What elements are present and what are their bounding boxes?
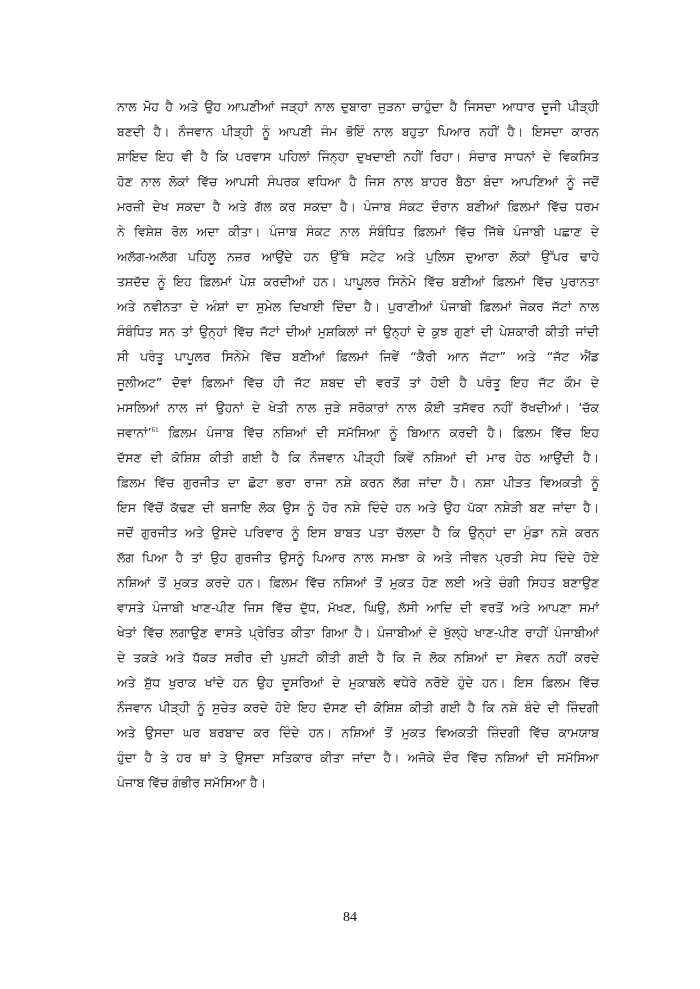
text-line: ਦੇ ਤਕੜੇ ਅਤੇ ਧੱਕੜ ਸਰੀਰ ਦੀ ਪੁਸ਼ਟੀ ਕੀਤੀ ਗਈ ਹੈ ਕਿ ਜੋ ਲੋਕ ਨਸ਼ਿਆਂ ਦਾ ਸੇਵਨ ਨਹੀਂ ਕਰਦੇ xyxy=(117,650,599,666)
text-line: ਬਣਦੀ ਹੈ। ਨੌਜਵਾਨ ਪੀੜ੍ਹੀ ਨੂੰ ਆਪਣੀ ਜੰਮ ਭੋਇੰ ਨਾਲ ਬਹੁਤਾ ਪਿਆਰ ਨਹੀਂ ਹੈ। ਇਸਦਾ ਕਾਰਨ xyxy=(117,124,599,140)
text-line: ਅਤੇ ਨਵੀਨਤਾ ਦੇ ਅੰਸ਼ਾਂ ਦਾ ਸੁਮੇਲ ਦਿਖਾਈ ਦਿੰਦਾ ਹੈ। ਪੁਰਾਣੀਆਂ ਪੰਜਾਬੀ ਫ਼ਿਲਮਾਂ ਜੇਕਰ ਜੱਟਾਂ ਨਾਲ xyxy=(117,299,599,315)
text-line: ਇਸ ਵਿੱਚੋਂ ਕੱਢਣ ਦੀ ਬਜਾਇ ਲੋਕ ਉਸ ਨੂੰ ਹੋਰ ਨਸ਼ੇ ਦਿੰਦੇ ਹਨ ਅਤੇ ਉਹ ਪੱਕਾ ਨਸ਼ੇੜੀ ਬਣ ਜਾਂਦਾ ਹੈ। xyxy=(117,499,599,515)
text-line: ਵਾਸਤੇ ਪੰਜਾਬੀ ਖਾਣ-ਪੀਣ ਜਿਸ ਵਿੱਚ ਦੁੱਧ, ਮੱਖਣ, ਘਿਉ, ਲੱਸੀ ਆਦਿ ਦੀ ਵਰਤੋਂ ਅਤੇ ਆਪਣਾ ਸਮਾਂ xyxy=(117,599,599,615)
text-line: ਜਦੋਂ ਗੁਰਜੀਤ ਅਤੇ ਉਸਦੇ ਪਰਿਵਾਰ ਨੂੰ ਇਸ ਬਾਬਤ ਪਤਾ ਚੱਲਦਾ ਹੈ ਕਿ ਉਨ੍ਹਾਂ ਦਾ ਮੁੰਡਾ ਨਸ਼ੇ ਕਰਨ xyxy=(117,524,599,540)
text-line: ਫ਼ਿਲਮ ਵਿੱਚ ਗੁਰਜੀਤ ਦਾ ਛੋਟਾ ਭਰਾ ਰਾਜਾ ਨਸ਼ੇ ਕਰਨ ਲੱਗ ਜਾਂਦਾ ਹੈ। ਨਸ਼ਾ ਪੀੜਤ ਵਿਅਕਤੀ ਨੂੰ xyxy=(117,474,599,490)
text-line: ਦੱਸਣ ਦੀ ਕੋਸ਼ਿਸ਼ ਕੀਤੀ ਗਈ ਹੈ ਕਿ ਨੌਜਵਾਨ ਪੀੜ੍ਹੀ ਕਿਵੇਂ ਨਸ਼ਿਆਂ ਦੀ ਮਾਰ ਹੇਠ ਆਉਂਦੀ ਹੈ। xyxy=(117,449,599,465)
text-line: ਖੇਤਾਂ ਵਿੱਚ ਲਗਾਉਣ ਵਾਸਤੇ ਪ੍ਰੇਰਿਤ ਕੀਤਾ ਗਿਆ ਹੈ। ਪੰਜਾਬੀਆਂ ਦੇ ਖੁੱਲ੍ਹੇ ਖਾਣ-ਪੀਣ ਰਾਹੀਂ ਪੰਜਾਬੀਆਂ xyxy=(117,624,599,640)
text-line: ਮਸਲਿਆਂ ਨਾਲ ਜਾਂ ਉਹਨਾਂ ਦੇ ਖੇਤੀ ਨਾਲ ਜੁੜੇ ਸਰੋਕਾਰਾਂ ਨਾਲ ਕੋਈ ਤਸੱਵਰ ਨਹੀਂ ਰੱਖਦੀਆਂ। ‘ਚੱਕ xyxy=(117,399,599,415)
page-number: 84 xyxy=(343,910,357,925)
text-line: ਲੱਗ ਪਿਆ ਹੈ ਤਾਂ ਉਹ ਗੁਰਜੀਤ ਉਸਨੂੰ ਪਿਆਰ ਨਾਲ ਸਮਝਾ ਕੇ ਅਤੇ ਜੀਵਨ ਪ੍ਰਤੀ ਸੇਧ ਦਿੰਦੇ ਹੋਏ xyxy=(117,549,599,565)
text-line: ਸੰਬੰਧਿਤ ਸਨ ਤਾਂ ਉਨ੍ਹਾਂ ਵਿੱਚ ਜੱਟਾਂ ਦੀਆਂ ਮੁਸ਼ਕਿਲਾਂ ਜਾਂ ਉਨ੍ਹਾਂ ਦੇ ਕੁਝ ਗੁਣਾਂ ਦੀ ਪੇਸ਼ਕਾਰੀ ਕੀਤੀ ਜਾਂਦੀ xyxy=(117,324,599,340)
text-line: ਨਸ਼ਿਆਂ ਤੋਂ ਮੁਕਤ ਕਰਦੇ ਹਨ। ਫ਼ਿਲਮ ਵਿੱਚ ਨਸ਼ਿਆਂ ਤੋਂ ਮੁਕਤ ਹੋਣ ਲਈ ਅਤੇ ਚੰਗੀ ਸਿਹਤ ਬਣਾਉਣ xyxy=(117,574,599,590)
text-line-with-footnote xyxy=(117,420,599,445)
text-line: ਹੁੰਦਾ ਹੈ ਤੇ ਹਰ ਥਾਂ ਤੇ ਉਸਦਾ ਸਤਿਕਾਰ ਕੀਤਾ ਜਾਂਦਾ ਹੈ। ਅਜੋਕੇ ਦੌਰ ਵਿੱਚ ਨਸ਼ਿਆਂ ਦੀ ਸਮੱਸਿਆ xyxy=(117,750,599,766)
text-line: ਅਤੇ ਉਸਦਾ ਘਰ ਬਰਬਾਦ ਕਰ ਦਿੰਦੇ ਹਨ। ਨਸ਼ਿਆਂ ਤੋਂ ਮੁਕਤ ਵਿਅਕਤੀ ਜ਼ਿੰਦਗੀ ਵਿੱਚ ਕਾਮਯਾਬ xyxy=(117,725,599,741)
text-line: ਨੇ ਵਿਸ਼ੇਸ਼ ਰੋਲ ਅਦਾ ਕੀਤਾ। ਪੰਜਾਬ ਸੰਕਟ ਨਾਲ ਸੰਬੰਧਿਤ ਫ਼ਿਲਮਾਂ ਵਿੱਚ ਜਿੱਥੇ ਪੰਜਾਬੀ ਪਛਾਣ ਦੇ xyxy=(117,224,599,240)
text-line: ਅਲੱਗ-ਅਲੱਗ ਪਹਿਲੂ ਨਜ਼ਰ ਆਉਂਦੇ ਹਨ ਉੱਥੇ ਸਟੇਟ ਅਤੇ ਪੁਲਿਸ ਦੁਆਰਾ ਲੋਕਾਂ ਉੱਪਰ ਢਾਹੇ xyxy=(117,249,599,265)
text-line: ਮਰਜ਼ੀ ਦੇਖ ਸਕਦਾ ਹੈ ਅਤੇ ਗੱਲ ਕਰ ਸਕਦਾ ਹੈ। ਪੰਜਾਬ ਸੰਕਟ ਦੌਰਾਨ ਬਣੀਆਂ ਫ਼ਿਲਮਾਂ ਵਿੱਚ ਧਰਮ xyxy=(117,199,599,215)
text-line-last: ਪੰਜਾਬ ਵਿੱਚ ਗੰਭੀਰ ਸਮੱਸਿਆ ਹੈ। xyxy=(117,775,266,791)
body-paragraph xyxy=(117,94,599,795)
text-line: ਜੂਲੀਅਟ” ਦੋਵਾਂ ਫ਼ਿਲਮਾਂ ਵਿੱਚ ਹੀ ਜੱਟ ਸ਼ਬਦ ਦੀ ਵਰਤੋਂ ਤਾਂ ਹੋਈ ਹੈ ਪਰੰਤੂ ਇਹ ਜੱਟ ਕੌਮ ਦੇ xyxy=(117,374,599,390)
text-line: ਹੋਣ ਨਾਲ ਲੋਕਾਂ ਵਿੱਚ ਆਪਸੀ ਸੰਪਰਕ ਵਧਿਆ ਹੈ ਜਿਸ ਨਾਲ ਬਾਹਰ ਬੈਠਾ ਬੰਦਾ ਆਪਣਿਆਂ ਨੂੰ ਜਦੋਂ xyxy=(117,174,599,190)
text-line: ਸੀ ਪਰੰਤੂ ਪਾਪੂਲਰ ਸਿਨੇਮੇ ਵਿੱਚ ਬਣੀਆਂ ਫ਼ਿਲਮਾਂ ਜਿਵੇਂ “ਕੈਰੀ ਆਨ ਜੱਟਾ” ਅਤੇ “ਜੱਟ ਐਂਡ xyxy=(117,349,599,365)
text-line: ਤਸ਼ਦੱਦ ਨੂੰ ਇਹ ਫ਼ਿਲਮਾਂ ਪੇਸ਼ ਕਰਦੀਆਂ ਹਨ। ਪਾਪੂਲਰ ਸਿਨੇਮੇ ਵਿੱਚ ਬਣੀਆਂ ਫ਼ਿਲਮਾਂ ਵਿੱਚ ਪੁਰਾਨਤਾ xyxy=(117,274,599,290)
text-line: ਸ਼ਾਇਦ ਇਹ ਵੀ ਹੈ ਕਿ ਪਰਵਾਸ ਪਹਿਲਾਂ ਜਿੰਨ੍ਹਾ ਦੁਖਦਾਈ ਨਹੀਂ ਰਿਹਾ। ਸੰਚਾਰ ਸਾਧਨਾਂ ਦੇ ਵਿਕਸਿਤ xyxy=(117,149,599,165)
footnote-line-rest: ਫ਼ਿਲਮ ਪੰਜਾਬ ਵਿੱਚ ਨਸ਼ਿਆਂ ਦੀ ਸਮੱਸਿਆ ਨੂੰ ਬਿਆਨ ਕਰਦੀ ਹੈ। ਫ਼ਿਲਮ ਵਿੱਚ ਇਹ xyxy=(168,424,599,440)
text-line: ਨਾਲ ਮੋਹ ਹੈ ਅਤੇ ਉਹ ਆਪਣੀਆਂ ਜੜ੍ਹਾਂ ਨਾਲ ਦੁਬਾਰਾ ਜੁੜਨਾ ਚਾਹੁੰਦਾ ਹੈ ਜਿਸਦਾ ਆਧਾਰ ਦੂਜੀ ਪੀੜ੍ਹੀ xyxy=(117,99,599,114)
text-line: ਨੌਜਵਾਨ ਪੀੜ੍ਹੀ ਨੂੰ ਸੁਚੇਤ ਕਰਦੇ ਹੋਏ ਇਹ ਦੱਸਣ ਦੀ ਕੋਸ਼ਿਸ਼ ਕੀਤੀ ਗਈ ਹੈ ਕਿ ਨਸ਼ੇ ਬੰਦੇ ਦੀ ਜ਼ਿੰਦਗੀ xyxy=(117,700,599,716)
footnote-reference[interactable]: 61 xyxy=(151,425,159,434)
footnote-prefix: ਜਵਾਨਾਂ’ xyxy=(117,424,152,440)
text-line: ਅਤੇ ਸ਼ੁੱਧ ਖੁਰਾਕ ਖਾਂਦੇ ਹਨ ਉਹ ਦੂਸਰਿਆਂ ਦੇ ਮੁਕਾਬਲੇ ਵਧੇਰੇ ਨਰੋਏ ਹੁੰਦੇ ਹਨ। ਇਸ ਫ਼ਿਲਮ ਵਿੱਚ xyxy=(117,675,599,691)
